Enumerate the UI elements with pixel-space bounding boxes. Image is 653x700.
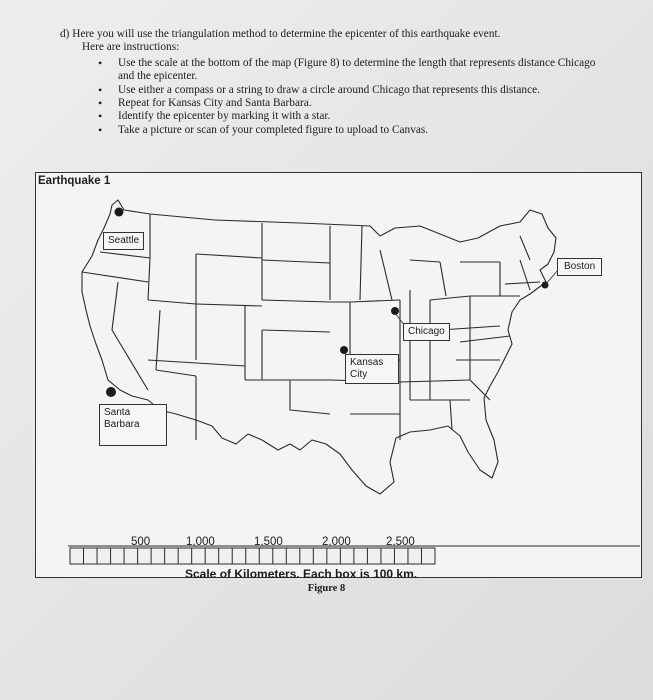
scale-tick-1000: 1,000	[186, 536, 215, 548]
label-chicago: Chicago	[403, 323, 450, 341]
label-santa-barbara-text: Santa Barbara	[104, 407, 140, 430]
kansas-city-marker	[340, 346, 348, 354]
instruction-item: • Take a picture or scan of your completed figure to upload to Canvas.	[118, 124, 600, 137]
label-kansas-city-text: Kansas City	[350, 357, 384, 380]
scale-caption: Scale of Kilometers. Each box is 100 km.	[185, 567, 418, 581]
instruction-item: • Repeat for Kansas City and Santa Barbara.	[118, 97, 600, 110]
label-santa-barbara	[99, 404, 167, 446]
scale-tick-1500: 1,500	[254, 536, 283, 548]
figure-caption: Figure 8	[307, 583, 346, 594]
label-seattle: Seattle	[103, 232, 144, 250]
instructions-lead: Here are instructions:	[82, 41, 180, 54]
seattle-marker	[115, 208, 124, 217]
scale-bar	[68, 546, 640, 564]
chicago-marker	[391, 307, 399, 315]
question-text: d) Here you will use the triangulation method to determine the epicenter of this earthquake event.	[60, 28, 501, 40]
figure-title: Earthquake 1	[38, 175, 111, 187]
scale-tick-2000: 2,000	[322, 536, 351, 548]
scale-tick-500: 500	[131, 536, 151, 548]
instruction-item: • Use either a compass or a string to draw a circle around Chicago that represents this distance.	[118, 84, 600, 97]
santa-barbara-marker	[106, 387, 116, 397]
label-boston: Boston	[557, 258, 602, 276]
instruction-item: • Use the scale at the bottom of the map (Figure 8) to determine the length that represents distance Chicago and the epicenter.	[118, 57, 600, 84]
scale-tick-2500: 2,500	[386, 536, 415, 548]
label-kansas-city	[345, 354, 399, 384]
us-outline	[82, 200, 556, 494]
instruction-item: • Identify the epicenter by marking it with a star.	[118, 110, 600, 123]
